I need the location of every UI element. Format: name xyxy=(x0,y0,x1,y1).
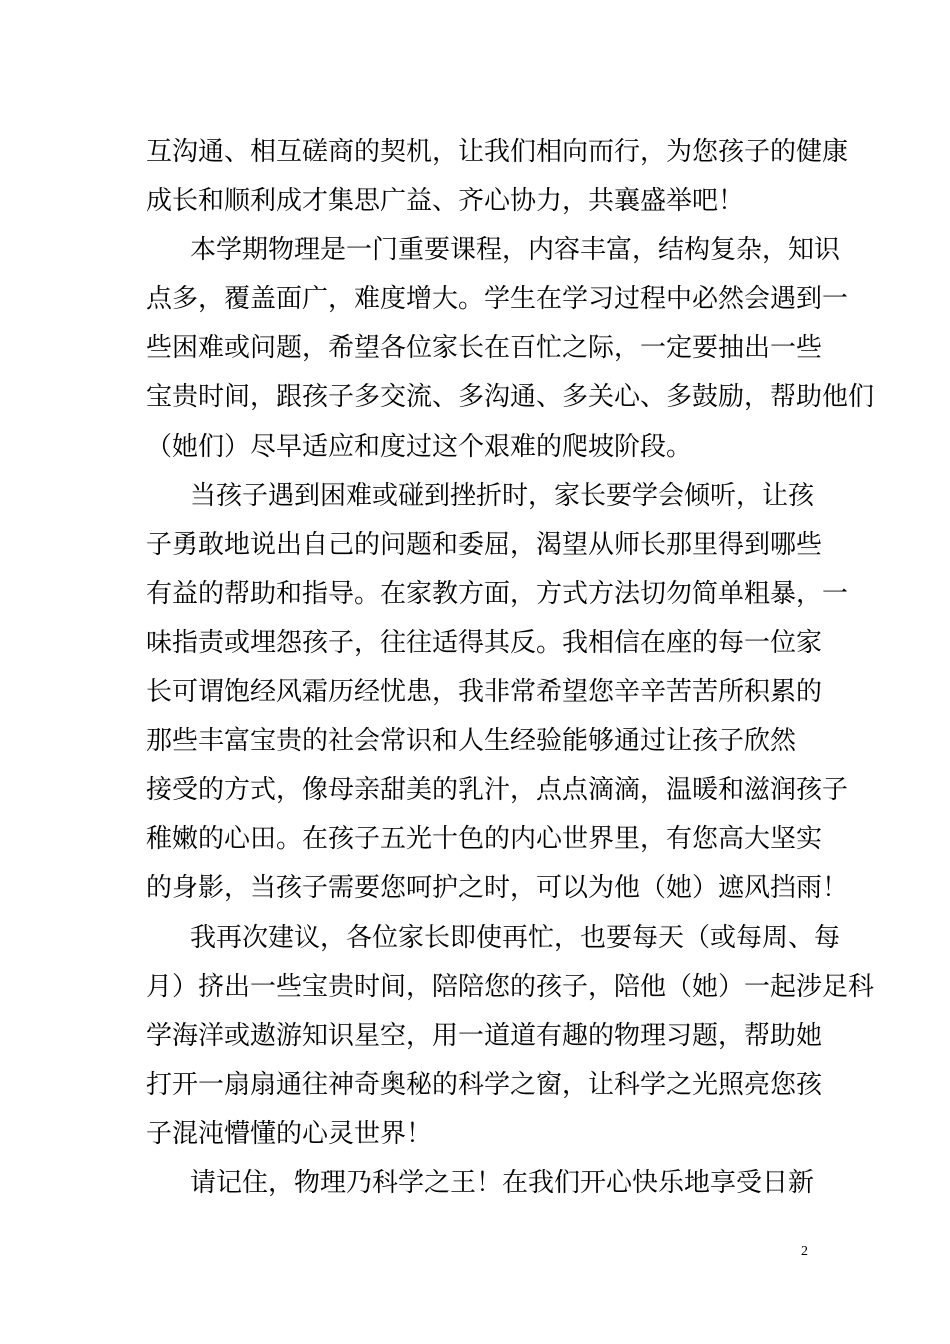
text-line: 稚嫩的心田。在孩子五光十色的内心世界里，有您高大坚实 xyxy=(146,824,823,855)
text-line: 宝贵时间，跟孩子多交流、多沟通、多关心、多鼓励，帮助他们 xyxy=(146,382,875,413)
text-line: 点多，覆盖面广，难度增大。学生在学习过程中必然会遇到一 xyxy=(146,284,849,315)
text-line: 互沟通、相互磋商的契机，让我们相向而行，为您孩子的健康 xyxy=(146,137,849,167)
text-line: 我再次建议，各位家长即使再忙，也要每天（或每周、每 xyxy=(190,922,841,953)
text-line: 月）挤出一些宝贵时间，陪陪您的孩子，陪他（她）一起涉足科 xyxy=(146,971,875,1002)
text-line: 打开一扇扇通往神奇奥秘的科学之窗，让科学之光照亮您孩 xyxy=(146,1069,823,1100)
text-line: 有益的帮助和指导。在家教方面，方式方法切勿简单粗暴，一 xyxy=(146,578,849,609)
text-line: 子混沌懵懂的心灵世界！ xyxy=(146,1118,433,1149)
body-text xyxy=(146,128,875,1208)
text-line: 请记住，物理乃科学之王！在我们开心快乐地享受日新 xyxy=(190,1167,815,1198)
paragraph xyxy=(146,1159,816,1208)
text-line: 本学期物理是一门重要课程，内容丰富，结构复杂，知识 xyxy=(190,235,841,266)
text-line: 味指责或埋怨孩子，往往适得其反。我相信在座的每一位家 xyxy=(146,627,823,658)
page-number: 2 xyxy=(801,1244,808,1259)
text-line: 当孩子遇到困难或碰到挫折时，家长要学会倾听，让孩 xyxy=(190,480,815,511)
text-line: 接受的方式，像母亲甜美的乳汁，点点滴滴，温暖和滋润孩子 xyxy=(146,775,849,806)
paragraph xyxy=(146,914,875,1159)
text-line: 那些丰富宝贵的社会常识和人生经验能够通过让孩子欣然 xyxy=(146,726,797,757)
paragraph xyxy=(146,128,849,226)
text-line: （她们）尽早适应和度过这个艰难的爬坡阶段。 xyxy=(146,431,693,462)
paragraph xyxy=(146,472,849,914)
text-line: 的身影，当孩子需要您呵护之时，可以为他（她）遮风挡雨！ xyxy=(146,873,849,904)
text-line: 学海洋或遨游知识星空，用一道道有趣的物理习题，帮助她 xyxy=(146,1020,823,1051)
text-line: 长可谓饱经风霜历经忧患，我非常希望您辛辛苦苦所积累的 xyxy=(146,677,823,708)
text-line: 些困难或问题，希望各位家长在百忙之际，一定要抽出一些 xyxy=(146,333,823,364)
text-line: 成长和顺利成才集思广益、齐心协力，共襄盛举吧！ xyxy=(146,186,745,217)
text-line: 子勇敢地说出自己的问题和委屈，渴望从师长那里得到哪些 xyxy=(146,529,823,560)
paragraph xyxy=(146,226,875,471)
